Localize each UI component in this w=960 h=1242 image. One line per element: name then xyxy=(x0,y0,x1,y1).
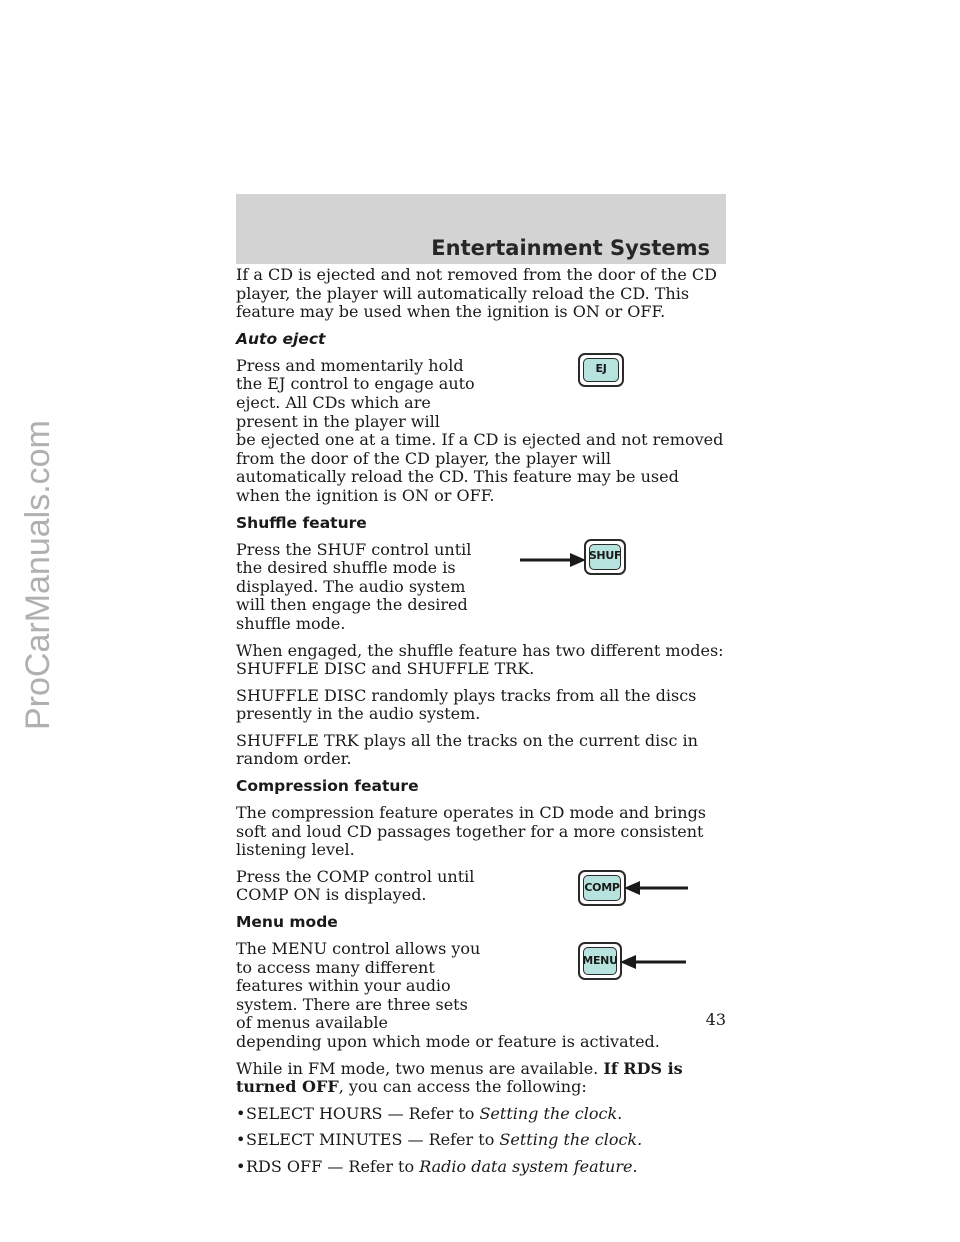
watermark xyxy=(0,170,60,770)
menu-mode-heading: Menu mode xyxy=(236,913,338,932)
compression-press-text: Press the COMP control until COMP ON is displayed. xyxy=(236,866,475,905)
shuf-button[interactable] xyxy=(584,539,626,575)
fm-menus-text xyxy=(236,1060,726,1097)
list-item-reference: Setting the clock. xyxy=(479,1103,623,1123)
compression-heading: Compression feature xyxy=(236,777,419,796)
auto-eject-section xyxy=(236,357,726,431)
menu-mode-continued: depending upon which mode or feature is activated. xyxy=(236,1032,660,1051)
list-item-text: SELECT HOURS — Refer to xyxy=(246,1103,480,1123)
menu-arrow xyxy=(620,955,686,969)
comp-button-label: COMP xyxy=(583,875,621,901)
shuffle-heading: Shuffle feature xyxy=(236,513,367,532)
list-item-text: SELECT MINUTES — Refer to xyxy=(246,1130,500,1150)
page-number: 43 xyxy=(705,1010,726,1029)
shuf-button-label: SHUF xyxy=(589,544,621,570)
list-item: •SELECT HOURS — Refer to Setting the clock. xyxy=(236,1103,623,1123)
auto-eject-heading: Auto eject xyxy=(236,329,326,348)
ej-button[interactable] xyxy=(578,353,624,387)
compression-text: The compression feature operates in CD mode and brings soft and loud CD passages together for a more consistent listening level. xyxy=(236,803,707,860)
fm-text-before: While in FM mode, two menus are available. xyxy=(236,1058,604,1078)
comp-button[interactable] xyxy=(578,870,626,906)
menu-mode-text: The MENU control allows you to access many different features within your audio system. There are three sets of menus available xyxy=(236,939,481,1033)
auto-eject-text: Press and momentarily hold the EJ control to engage auto eject. All CDs which are present in the player will xyxy=(236,355,475,431)
list-item-reference: Setting the clock. xyxy=(499,1130,643,1150)
menu-button[interactable] xyxy=(578,942,622,980)
list-item: •RDS OFF — Refer to Radio data system feature. xyxy=(236,1156,638,1176)
fm-text-bold: If RDS is turned OFF xyxy=(236,1058,683,1097)
intro-paragraph: If a CD is ejected and not removed from the door of the CD player, the player will automatically reload the CD. This feature may be used when the ignition is ON or OFF. xyxy=(236,265,717,322)
watermark-text: ProCarManuals.com xyxy=(19,420,57,730)
ej-button-label: EJ xyxy=(583,358,619,382)
section-title: Entertainment Systems xyxy=(431,236,710,260)
shuffle-text: Press the SHUF control until the desired shuffle mode is displayed. The audio system will then engage the desired shuffle mode. xyxy=(236,539,472,633)
shuffle-section xyxy=(236,541,726,634)
shuffle-modes-text: When engaged, the shuffle feature has two different modes: SHUFFLE DISC and SHUFFLE TRK. xyxy=(236,640,724,679)
compression-arrow xyxy=(624,881,688,895)
list-item-reference: Radio data system feature. xyxy=(419,1156,638,1176)
list-item-text: RDS OFF — Refer to xyxy=(246,1156,420,1176)
page-content xyxy=(236,266,726,1185)
compression-section xyxy=(236,868,726,905)
auto-eject-continued: be ejected one at a time. If a CD is ejected and not removed from the door of the CD player, the player will automatically reload the CD. This feature may be used when the ignition is ON or OFF. xyxy=(236,430,724,505)
shuffle-trk-text: SHUFFLE TRK plays all the tracks on the current disc in random order. xyxy=(236,730,698,769)
menu-button-label: MENU xyxy=(583,947,617,975)
shuffle-disc-text: SHUFFLE DISC randomly plays tracks from all the discs presently in the audio system. xyxy=(236,685,697,724)
menu-mode-section xyxy=(236,940,726,1033)
section-header xyxy=(236,194,726,264)
menu-options-list xyxy=(236,1105,726,1177)
fm-text-after: , you can access the following: xyxy=(338,1077,587,1097)
list-item: •SELECT MINUTES — Refer to Setting the clock. xyxy=(236,1130,643,1150)
shuffle-arrow xyxy=(520,553,586,567)
